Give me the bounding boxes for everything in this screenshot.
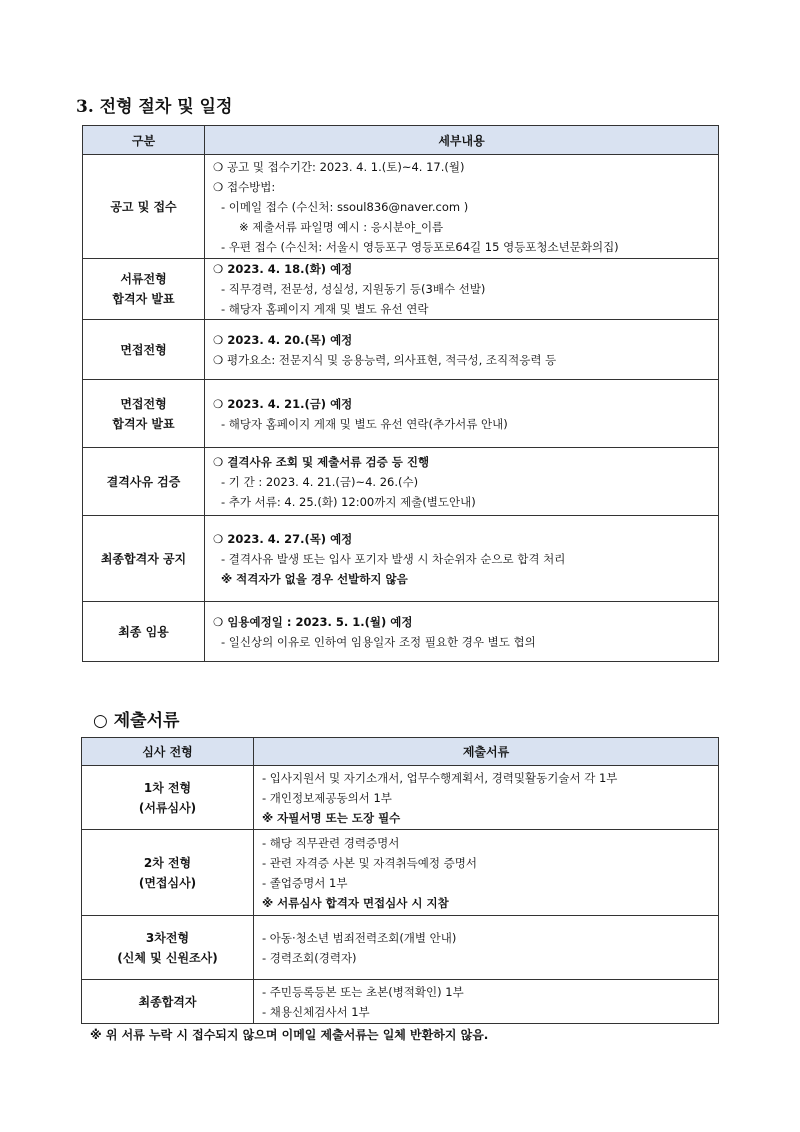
row-label-line: 최종 임용 (118, 624, 169, 639)
detail-line: ❍ 2023. 4. 20.(목) 예정 (213, 332, 353, 347)
row-details (254, 830, 719, 916)
row-label-line: 서류전형 (120, 272, 167, 286)
detail-line: - 결격사유 발생 또는 입사 포기자 발생 시 차순위자 순으로 합격 처리 (221, 551, 566, 566)
detail-line: - 우편 접수 (수신처: 서울시 영등포구 영등포로64길 15 영등포청소년문화의집) (221, 239, 619, 254)
row-details (254, 980, 719, 1024)
table-row (83, 380, 719, 448)
docs-section-title: ○ 제출서류 (93, 711, 180, 731)
row-details (254, 916, 719, 980)
table-row (83, 516, 719, 602)
row-label (82, 830, 254, 916)
row-details (254, 766, 719, 830)
detail-line: - 일신상의 이유로 인하여 임용일자 조정 필요한 경우 별도 협의 (221, 634, 536, 649)
detail-line: - 해당자 홈페이지 게재 및 별도 유선 연락(추가서류 안내) (221, 416, 508, 431)
detail-line: ❍ 2023. 4. 21.(금) 예정 (213, 396, 353, 411)
row-label-line: 3차전형 (145, 930, 190, 945)
row-label (82, 766, 254, 830)
table-row (83, 155, 719, 259)
header-stage: 심사 전형 (82, 738, 254, 766)
row-label-line: (신체 및 신원조사) (117, 950, 218, 965)
schedule-table (82, 125, 719, 662)
row-label (83, 155, 205, 259)
header-details: 세부내용 (205, 126, 719, 155)
detail-line: - 졸업증명서 1부 (262, 875, 348, 890)
detail-line: ❍ 2023. 4. 18.(화) 예정 (213, 262, 353, 276)
detail-line: - 해당자 홈페이지 게재 및 별도 유선 연락 (221, 302, 429, 316)
row-label-line: 합격자 발표 (112, 416, 175, 431)
row-label-line: 면접전형 (120, 342, 167, 357)
detail-line: - 개인정보제공동의서 1부 (262, 790, 392, 805)
header-documents: 제출서류 (254, 738, 719, 766)
row-label (83, 516, 205, 602)
table-row (83, 259, 719, 320)
row-label-line: 공고 및 접수 (110, 199, 177, 214)
row-label-line: 면접전형 (120, 396, 167, 411)
detail-line: - 이메일 접수 (수신처: ssoul836@naver.com ) (221, 199, 469, 214)
detail-line: ❍ 2023. 4. 27.(목) 예정 (213, 531, 353, 546)
table-row (82, 830, 719, 916)
row-label-line: 최종합격자 공지 (100, 551, 187, 566)
row-details (205, 320, 719, 380)
section-title: 3. 전형 절차 및 일정 (76, 97, 233, 117)
row-details (205, 602, 719, 662)
detail-line: - 추가 서류: 4. 25.(화) 12:00까지 제출(별도안내) (221, 494, 476, 509)
detail-line: ❍ 접수방법: (213, 179, 276, 194)
footnote: ※ 위 서류 누락 시 접수되지 않으며 이메일 제출서류는 일체 반환하지 않음. (90, 1028, 489, 1042)
row-details (205, 516, 719, 602)
row-label-line: 1차 전형 (143, 780, 192, 795)
row-label-line: (서류심사) (138, 800, 197, 815)
table-row (82, 916, 719, 980)
row-label (82, 980, 254, 1024)
detail-line: - 채용신체검사서 1부 (262, 1004, 370, 1019)
row-label-line: 최종합격자 (138, 994, 197, 1009)
detail-line: ❍ 임용예정일 : 2023. 5. 1.(월) 예정 (213, 614, 413, 629)
detail-line: - 입사지원서 및 자기소개서, 업무수행계획서, 경력및활동기술서 각 1부 (262, 770, 618, 785)
detail-line: - 기 간 : 2023. 4. 21.(금)~4. 26.(수) (221, 474, 419, 489)
detail-line: - 관련 자격증 사본 및 자격취득예정 증명서 (262, 855, 477, 870)
detail-line: ❍ 공고 및 접수기간: 2023. 4. 1.(토)~4. 17.(월) (213, 159, 465, 174)
documents-table (81, 737, 719, 1024)
row-label (83, 380, 205, 448)
row-details (205, 155, 719, 259)
table-row (82, 980, 719, 1024)
detail-line: ※ 적격자가 없을 경우 선발하지 않음 (221, 571, 408, 586)
row-label (83, 320, 205, 380)
detail-line: ※ 자필서명 또는 도장 필수 (262, 810, 401, 825)
row-details (205, 380, 719, 448)
detail-line: - 경력조회(경력자) (262, 950, 357, 965)
table-row (82, 766, 719, 830)
detail-line: - 해당 직무관련 경력증명서 (262, 835, 400, 850)
row-label (83, 602, 205, 662)
detail-line: ❍ 평가요소: 전문지식 및 응용능력, 의사표현, 적극성, 조직적응력 등 (213, 352, 557, 367)
row-details (205, 448, 719, 516)
table-row (83, 448, 719, 516)
row-label-line: 결격사유 검증 (106, 474, 181, 489)
row-label (82, 916, 254, 980)
row-details (205, 259, 719, 320)
table-row (83, 320, 719, 380)
table-row (83, 602, 719, 662)
header-category: 구분 (83, 126, 205, 155)
detail-line: - 직무경력, 전문성, 성실성, 지원동기 등(3배수 선발) (221, 282, 486, 296)
row-label-line: 합격자 발표 (112, 292, 175, 306)
row-label-line: (면접심사) (138, 875, 197, 890)
detail-line: ※ 서류심사 합격자 면접심사 시 지참 (262, 895, 449, 910)
detail-line: - 주민등록등본 또는 초본(병적확인) 1부 (262, 984, 464, 999)
detail-line: ❍ 결격사유 조회 및 제출서류 검증 등 진행 (213, 454, 430, 469)
row-label-line: 2차 전형 (143, 855, 192, 870)
detail-line: - 아동·청소년 범죄전력조회(개별 안내) (262, 930, 457, 945)
row-label (83, 448, 205, 516)
detail-line: ※ 제출서류 파일명 예시 : 응시분야_이름 (239, 219, 444, 234)
row-label (83, 259, 205, 320)
